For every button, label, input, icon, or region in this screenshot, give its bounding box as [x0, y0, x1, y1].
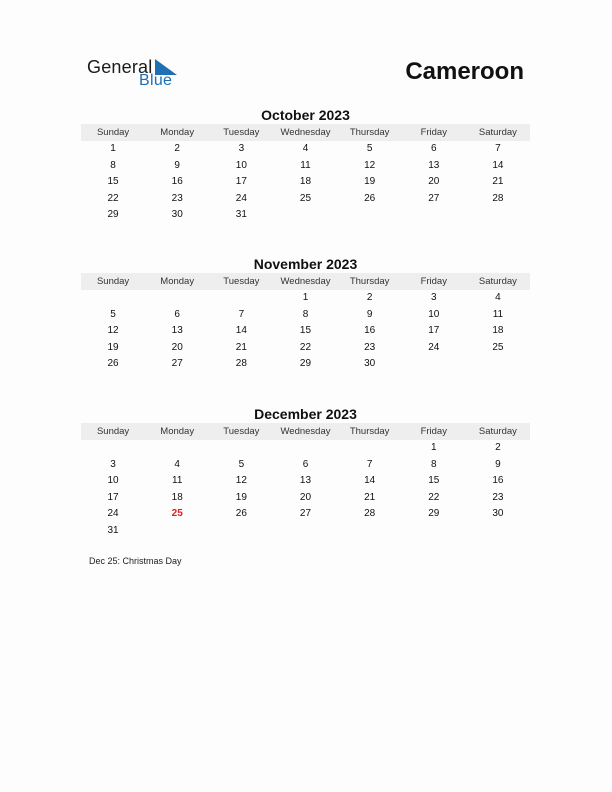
- day-cell: 22: [299, 341, 312, 353]
- empty-day-cell: [466, 207, 530, 224]
- day-cell: 2: [366, 292, 373, 303]
- day-cell: 8: [430, 458, 437, 470]
- day-cell: 23: [492, 491, 504, 503]
- day-cell: 18: [492, 325, 504, 337]
- week-row: [81, 158, 530, 175]
- weekday-label: Sunday: [96, 127, 130, 138]
- empty-day-cell: [338, 523, 402, 540]
- day-cell: 29: [299, 358, 312, 370]
- logo: [87, 55, 187, 95]
- day-cell: 3: [110, 458, 116, 470]
- day-cell: 25: [299, 192, 312, 204]
- week-row: [81, 457, 530, 474]
- weekday-label: Monday: [160, 426, 195, 437]
- day-cell: 6: [430, 143, 437, 154]
- day-cell: 13: [299, 475, 312, 487]
- day-cell: 9: [495, 458, 501, 470]
- empty-day-cell: [273, 523, 337, 540]
- day-cell: 12: [107, 325, 119, 337]
- day-cell: 1: [430, 442, 437, 453]
- day-cell: 30: [171, 209, 183, 221]
- day-cell: 12: [235, 475, 247, 487]
- weekday-label: Thursday: [349, 127, 390, 138]
- weekday-label: Friday: [420, 426, 447, 437]
- day-cell: 20: [299, 491, 312, 503]
- month-grid: [81, 141, 530, 224]
- empty-day-cell: [145, 523, 209, 540]
- day-cell: 5: [366, 143, 373, 154]
- week-row: [81, 340, 530, 357]
- day-cell: 17: [428, 325, 440, 337]
- day-cell: 13: [428, 159, 440, 171]
- weekday-label: Tuesday: [223, 426, 260, 437]
- day-cell: 14: [492, 159, 504, 171]
- week-row: [81, 191, 530, 208]
- month-grid: [81, 440, 530, 540]
- day-cell: 11: [300, 159, 311, 171]
- empty-day-cell: [466, 523, 530, 540]
- day-cell: 28: [364, 508, 376, 520]
- day-cell: 26: [107, 358, 119, 370]
- day-cell: 16: [364, 325, 376, 337]
- day-cell: 8: [110, 159, 116, 171]
- day-cell: 30: [492, 508, 504, 520]
- month-grid: [81, 290, 530, 373]
- day-cell: 14: [235, 325, 247, 337]
- day-cell: 22: [107, 192, 119, 204]
- empty-day-cell: [273, 440, 337, 457]
- day-cell: 28: [235, 358, 247, 370]
- day-cell: 4: [495, 292, 501, 303]
- week-row: [81, 174, 530, 191]
- day-cell: 9: [174, 159, 180, 171]
- weekday-label: Sunday: [96, 276, 130, 287]
- day-cell: 21: [492, 176, 504, 188]
- day-cell: 15: [428, 475, 440, 487]
- day-cell: 20: [171, 341, 183, 353]
- logo-general-text: General: [87, 57, 153, 77]
- weekday-header: [81, 124, 530, 141]
- day-cell: 9: [366, 308, 373, 320]
- day-cell: 3: [238, 143, 245, 154]
- day-cell: 4: [302, 143, 309, 154]
- empty-day-cell: [402, 523, 466, 540]
- day-cell: 18: [299, 176, 312, 188]
- empty-day-cell: [402, 207, 466, 224]
- weekday-label: Monday: [160, 276, 195, 287]
- month-november: [81, 255, 530, 373]
- weekday-label: Monday: [160, 127, 195, 138]
- day-cell: 5: [238, 458, 245, 470]
- day-cell: 14: [364, 475, 376, 487]
- week-row: [81, 473, 530, 490]
- day-cell: 19: [235, 491, 247, 503]
- week-row: [81, 323, 530, 340]
- day-cell: 1: [302, 292, 309, 303]
- day-cell: 30: [364, 358, 376, 370]
- weekday-label: Sunday: [96, 426, 130, 437]
- weekday-label: Wednesday: [280, 426, 331, 437]
- day-cell: 24: [107, 508, 119, 520]
- weekday-label: Thursday: [349, 426, 390, 437]
- week-row: [81, 207, 530, 224]
- month-title: November 2023: [253, 256, 358, 272]
- day-cell: 7: [495, 143, 501, 154]
- day-cell: 6: [302, 458, 309, 470]
- day-cell: 16: [492, 475, 504, 487]
- day-cell: 10: [107, 475, 119, 487]
- day-cell: 5: [110, 308, 116, 320]
- empty-day-cell: [209, 440, 273, 457]
- day-cell: 26: [235, 508, 247, 520]
- weekday-header: [81, 423, 530, 440]
- week-row: [81, 506, 530, 523]
- day-cell: 24: [428, 341, 440, 353]
- month-october: [81, 106, 530, 224]
- day-cell: 1: [110, 143, 116, 154]
- weekday-label: Thursday: [349, 276, 390, 287]
- weekday-label: Saturday: [478, 426, 517, 437]
- week-row: [81, 440, 530, 457]
- day-cell: 25: [492, 341, 504, 353]
- day-cell: 29: [428, 508, 440, 520]
- day-cell: 7: [238, 308, 245, 320]
- day-cell: 23: [364, 341, 376, 353]
- day-cell: 19: [107, 341, 119, 353]
- empty-day-cell: [338, 440, 402, 457]
- day-cell: 29: [107, 209, 119, 221]
- day-cell: 19: [364, 176, 376, 188]
- empty-day-cell: [273, 207, 337, 224]
- day-cell: 3: [430, 292, 437, 303]
- empty-day-cell: [338, 207, 402, 224]
- empty-day-cell: [145, 290, 209, 307]
- day-cell: 12: [364, 159, 376, 171]
- day-cell: 7: [366, 458, 373, 470]
- day-cell: 10: [428, 308, 440, 320]
- weekday-label: Saturday: [478, 276, 517, 287]
- day-cell: 23: [171, 192, 183, 204]
- weekday-label: Saturday: [478, 127, 517, 138]
- empty-day-cell: [145, 440, 209, 457]
- day-cell: 17: [235, 176, 247, 188]
- day-cell: 21: [235, 341, 247, 353]
- empty-day-cell: [81, 290, 145, 307]
- day-cell: 2: [495, 442, 501, 453]
- day-cell: 21: [364, 491, 376, 503]
- empty-day-cell: [466, 356, 530, 373]
- weekday-label: Wednesday: [280, 127, 331, 138]
- week-row: [81, 523, 530, 540]
- empty-day-cell: [209, 523, 273, 540]
- weekday-header: [81, 273, 530, 290]
- day-cell: 4: [174, 458, 180, 470]
- day-cell: 20: [428, 176, 440, 188]
- week-row: [81, 307, 530, 324]
- month-title: October 2023: [261, 107, 350, 123]
- day-cell: 28: [492, 192, 504, 204]
- empty-day-cell: [402, 356, 466, 373]
- day-cell: 24: [235, 192, 247, 204]
- day-cell: 13: [171, 325, 183, 337]
- holiday-note: Dec 25: Christmas Day: [89, 556, 182, 566]
- day-cell: 2: [174, 143, 180, 154]
- weekday-label: Friday: [420, 127, 447, 138]
- month-title: December 2023: [254, 406, 357, 422]
- week-row: [81, 490, 530, 507]
- day-cell: 18: [171, 491, 183, 503]
- day-cell: 10: [235, 159, 247, 171]
- day-cell: 11: [492, 308, 504, 320]
- day-cell: 6: [174, 308, 180, 320]
- week-row: [81, 356, 530, 373]
- day-cell: 8: [302, 308, 309, 320]
- day-cell: 27: [428, 192, 440, 204]
- weekday-label: Wednesday: [280, 276, 331, 287]
- month-december: [81, 405, 530, 540]
- empty-day-cell: [209, 290, 273, 307]
- weekday-label: Friday: [420, 276, 447, 287]
- day-cell: 11: [172, 475, 183, 487]
- country-title: Cameroon: [405, 58, 524, 85]
- day-cell: 15: [299, 325, 312, 337]
- day-cell: 27: [299, 508, 312, 520]
- day-cell: 15: [107, 176, 119, 188]
- day-cell: 22: [428, 491, 440, 503]
- day-cell: 31: [235, 209, 247, 221]
- weekday-label: Tuesday: [223, 276, 260, 287]
- week-row: [81, 290, 530, 307]
- day-cell: 16: [171, 176, 183, 188]
- day-cell: 27: [171, 358, 183, 370]
- day-cell: 26: [364, 192, 376, 204]
- day-cell: 17: [107, 491, 119, 503]
- logo-blue-text: Blue: [139, 72, 173, 89]
- day-cell: 31: [107, 524, 119, 536]
- empty-day-cell: [81, 440, 145, 457]
- holiday-day-cell: 25: [171, 508, 183, 520]
- week-row: [81, 141, 530, 158]
- weekday-label: Tuesday: [223, 127, 260, 138]
